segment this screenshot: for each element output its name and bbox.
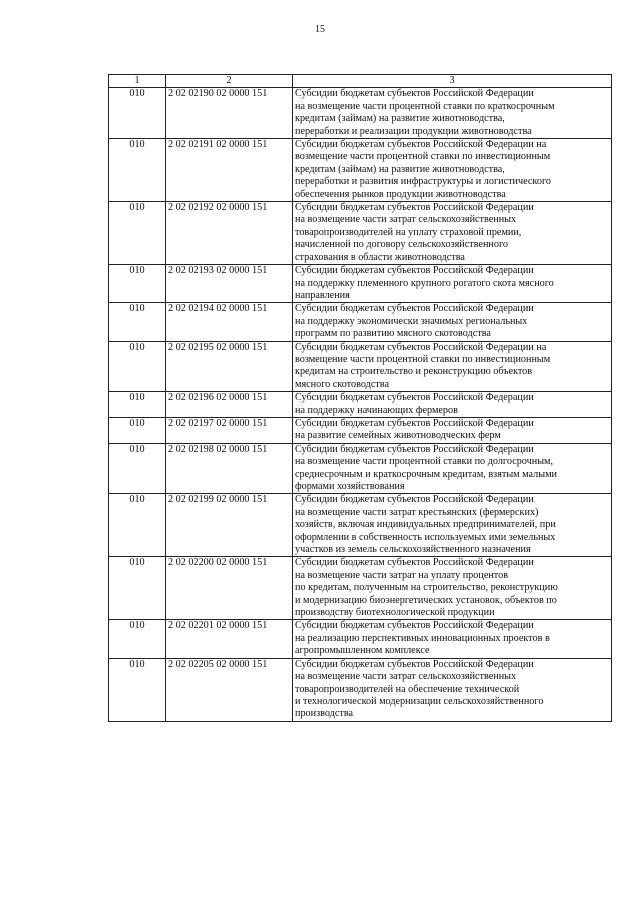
description-cell: Субсидии бюджетам субъектов Российской Федерации на поддержку экономически значимых региональных программ по развитию мясного скотоводства xyxy=(293,303,612,341)
admin-code-cell: 010 xyxy=(109,620,166,658)
admin-code-cell: 010 xyxy=(109,88,166,139)
revenue-code-cell: 2 02 02200 02 0000 151 xyxy=(166,557,293,620)
revenue-code-cell: 2 02 02198 02 0000 151 xyxy=(166,443,293,494)
description-cell: Субсидии бюджетам субъектов Российской Федерации на возмещение части процентной ставки по долгосрочным, среднесрочным и краткосрочным кредитам, взятым малыми формами хозяйствования xyxy=(293,443,612,494)
table-row xyxy=(109,341,612,392)
admin-code-cell: 010 xyxy=(109,303,166,341)
revenue-code-cell: 2 02 02194 02 0000 151 xyxy=(166,303,293,341)
admin-code-cell: 010 xyxy=(109,494,166,557)
table-body xyxy=(109,88,612,721)
header-row xyxy=(109,75,612,88)
table-row xyxy=(109,392,612,418)
admin-code-cell: 010 xyxy=(109,658,166,721)
column-header-2: 2 xyxy=(166,75,293,88)
table-row xyxy=(109,443,612,494)
table-row xyxy=(109,88,612,139)
admin-code-cell: 010 xyxy=(109,443,166,494)
admin-code-cell: 010 xyxy=(109,417,166,443)
revenue-code-cell: 2 02 02205 02 0000 151 xyxy=(166,658,293,721)
revenue-code-cell: 2 02 02190 02 0000 151 xyxy=(166,88,293,139)
revenue-code-cell: 2 02 02197 02 0000 151 xyxy=(166,417,293,443)
description-cell: Субсидии бюджетам субъектов Российской Федерации на реализацию перспективных инновационных проектов в агропромышленном комплексе xyxy=(293,620,612,658)
table-row xyxy=(109,557,612,620)
admin-code-cell: 010 xyxy=(109,139,166,202)
budget-codes-table xyxy=(108,74,612,722)
table-row xyxy=(109,417,612,443)
admin-code-cell: 010 xyxy=(109,392,166,418)
table-row xyxy=(109,265,612,303)
description-cell: Субсидии бюджетам субъектов Российской Федерации на поддержку начинающих фермеров xyxy=(293,392,612,418)
table-row xyxy=(109,620,612,658)
description-cell: Субсидии бюджетам субъектов Российской Федерации на поддержку племенного крупного рогатого скота мясного направления xyxy=(293,265,612,303)
column-header-3: 3 xyxy=(293,75,612,88)
revenue-code-cell: 2 02 02193 02 0000 151 xyxy=(166,265,293,303)
revenue-code-cell: 2 02 02196 02 0000 151 xyxy=(166,392,293,418)
description-cell: Субсидии бюджетам субъектов Российской Федерации на возмещение части затрат сельскохозяйственных товаропроизводителей на обеспечение технической и технологической модернизации сельскохозяйственного производства xyxy=(293,658,612,721)
table-row xyxy=(109,202,612,265)
table-row xyxy=(109,658,612,721)
table-row xyxy=(109,494,612,557)
admin-code-cell: 010 xyxy=(109,557,166,620)
description-cell: Субсидии бюджетам субъектов Российской Федерации на возмещение части затрат на уплату процентов по кредитам, полученным на строительство, реконструкцию и модернизацию биоэнергетических установок, объектов по производству биотехнологической продукции xyxy=(293,557,612,620)
description-cell: Субсидии бюджетам субъектов Российской Федерации на возмещение части процентной ставки по инвестиционным кредитам на строительство и реконструкцию объектов мясного скотоводства xyxy=(293,341,612,392)
page-number: 15 xyxy=(315,24,325,35)
description-cell: Субсидии бюджетам субъектов Российской Федерации на возмещение части затрат крестьянских (фермерских) хозяйств, включая индивидуальных предпринимателей, при оформлении в собственность используемых ими земельных участков из земель сельскохозяйственного назначения xyxy=(293,494,612,557)
description-cell: Субсидии бюджетам субъектов Российской Федерации на возмещение части процентной ставки по краткосрочным кредитам (займам) на развитие животноводства, переработки и реализации продукции животноводства xyxy=(293,88,612,139)
revenue-code-cell: 2 02 02201 02 0000 151 xyxy=(166,620,293,658)
column-header-1: 1 xyxy=(109,75,166,88)
admin-code-cell: 010 xyxy=(109,341,166,392)
revenue-code-cell: 2 02 02195 02 0000 151 xyxy=(166,341,293,392)
table-header xyxy=(109,75,612,88)
revenue-code-cell: 2 02 02192 02 0000 151 xyxy=(166,202,293,265)
table-row xyxy=(109,303,612,341)
description-cell: Субсидии бюджетам субъектов Российской Федерации на развитие семейных животноводческих ферм xyxy=(293,417,612,443)
admin-code-cell: 010 xyxy=(109,265,166,303)
table-row xyxy=(109,139,612,202)
revenue-code-cell: 2 02 02199 02 0000 151 xyxy=(166,494,293,557)
admin-code-cell: 010 xyxy=(109,202,166,265)
revenue-code-cell: 2 02 02191 02 0000 151 xyxy=(166,139,293,202)
description-cell: Субсидии бюджетам субъектов Российской Федерации на возмещение части затрат сельскохозяйственных товаропроизводителей на уплату страховой премии, начисленной по договору сельскохозяйственного страхования в области животноводства xyxy=(293,202,612,265)
description-cell: Субсидии бюджетам субъектов Российской Федерации на возмещение части процентной ставки по инвестиционным кредитам (займам) на развитие животноводства, переработки и развития инфраструктуры и логистического обеспечения рынков продукции животноводства xyxy=(293,139,612,202)
